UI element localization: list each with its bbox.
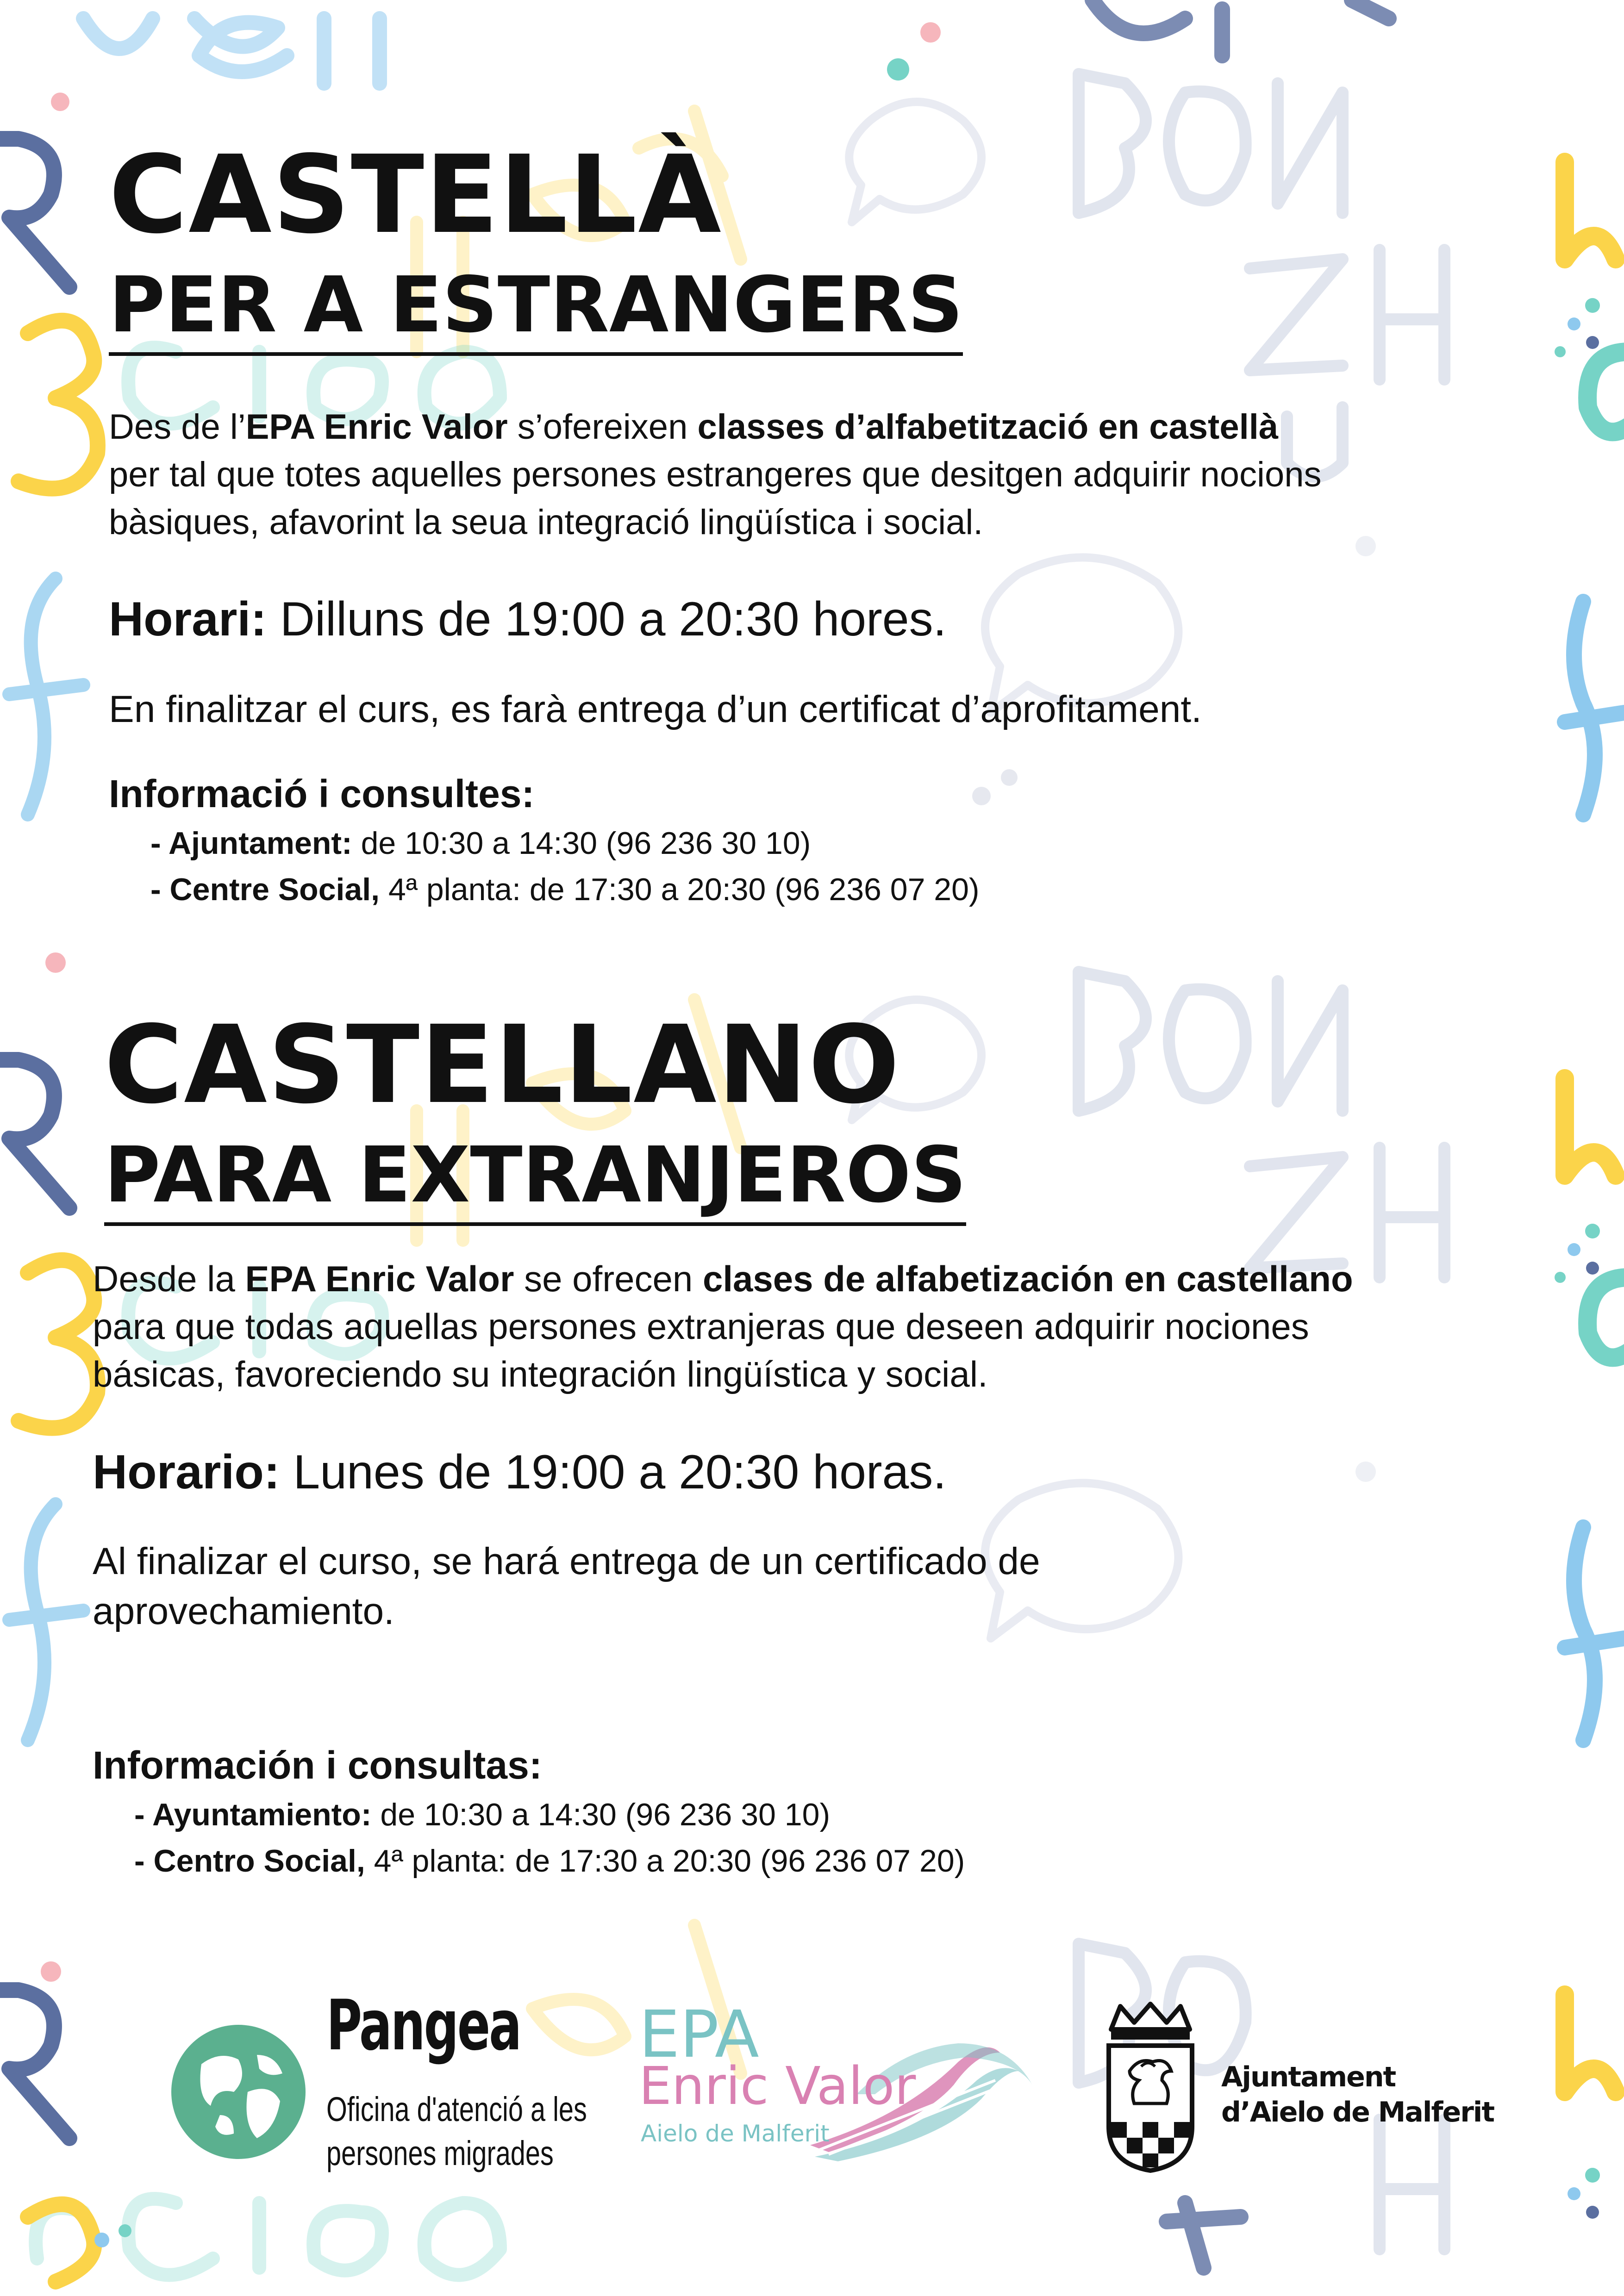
contacts-valencian bbox=[109, 820, 1321, 913]
schedule-valencian: Horari: Dilluns de 19:00 a 20:30 hores. bbox=[109, 592, 947, 646]
subtitle-spanish: PARA EXTRANJEROS bbox=[104, 1137, 966, 1226]
classes-highlight: classes d’alfabetització en castellà bbox=[697, 407, 1279, 447]
contact-item: - Centre Social, 4ª planta: de 17:30 a 20:30 (96 236 07 20) bbox=[150, 871, 980, 907]
school-name: EPA Enric Valor bbox=[245, 1258, 514, 1299]
ajuntament-logo bbox=[1102, 2002, 1518, 2178]
intro-line-3: básicas, favoreciendo su integración lingüística y social. bbox=[93, 1354, 988, 1394]
contact-item: - Centro Social, 4ª planta: de 17:30 a 20:30 (96 236 07 20) bbox=[134, 1843, 965, 1879]
pangea-line-2: persones migrades bbox=[326, 2134, 554, 2172]
globe-icon bbox=[169, 2022, 308, 2161]
classes-highlight: clases de alfabetización en castellano bbox=[702, 1258, 1353, 1299]
pangea-logo bbox=[169, 1985, 632, 2180]
section-spanish bbox=[104, 1002, 967, 1226]
certificate-spanish: Al finalizar el curso, se hará entrega de un certificado de aprovechamiento. bbox=[93, 1540, 1040, 1632]
contact-item: - Ayuntamiento: de 10:30 a 14:30 (96 236 30 10) bbox=[134, 1797, 831, 1832]
school-name: EPA Enric Valor bbox=[245, 407, 508, 447]
bg-word-hello-top bbox=[83, 19, 380, 83]
section-spanish-body bbox=[93, 1255, 1353, 1884]
title-spanish: CASTELLANO bbox=[104, 1002, 901, 1127]
coat-of-arms-icon bbox=[1102, 2002, 1199, 2173]
pangea-line-1: Oficina d'atenció a les bbox=[326, 2090, 587, 2128]
section-valencian bbox=[109, 132, 1322, 913]
epa-line-1: EPA bbox=[639, 1997, 759, 2072]
schedule-spanish: Horario: Lunes de 19:00 a 20:30 horas. bbox=[93, 1445, 947, 1499]
intro-spanish bbox=[93, 1255, 1353, 1398]
bg-word-right-teal bbox=[1587, 352, 1624, 1357]
intro-line-1: Desde la EPA Enric Valor se ofrecen clases de alfabetización en castellano bbox=[93, 1258, 1353, 1299]
epa-line-2: Enric Valor bbox=[639, 2056, 916, 2116]
intro-line-2: per tal que totes aquelles persones estrangeres que desitgen adquirir nocions bbox=[109, 455, 1322, 494]
bg-word-right-yellow bbox=[1565, 162, 1616, 2092]
epa-line-3: Aielo de Malferit bbox=[641, 2120, 830, 2147]
certificate-valencian: En finalitzar el curs, es farà entrega d’un certificat d’aprofitament. bbox=[109, 688, 1202, 730]
intro-line-3: bàsiques, afavorint la seua integració lingüística i social. bbox=[109, 503, 983, 542]
intro-line-2: para que todas aquellas persones extranjeras que deseen adquirir nociones bbox=[93, 1306, 1309, 1347]
subtitle-valencian: PER A ESTRANGERS bbox=[109, 267, 963, 356]
epa-logo bbox=[639, 1997, 1056, 2182]
bg-letter-r-left bbox=[0, 139, 69, 2138]
contacts-spanish bbox=[93, 1792, 1353, 1884]
title-valencian: CASTELLÀ bbox=[109, 132, 722, 257]
ajuntament-line-2: d’Aielo de Malferit bbox=[1221, 2096, 1494, 2128]
intro-valencian bbox=[109, 403, 1321, 546]
ajuntament-line-1: Ajuntament bbox=[1221, 2061, 1396, 2093]
intro-line-1: Des de l’EPA Enric Valor s’ofereixen classes d’alfabetització en castellà bbox=[109, 407, 1279, 447]
contact-item: - Ajuntament: de 10:30 a 14:30 (96 236 30 10) bbox=[150, 825, 811, 861]
info-title-valencian: Informació i consultes: bbox=[109, 772, 535, 815]
info-title-spanish: Información i consultas: bbox=[93, 1743, 542, 1787]
pangea-name: Pangea bbox=[326, 1985, 521, 2066]
